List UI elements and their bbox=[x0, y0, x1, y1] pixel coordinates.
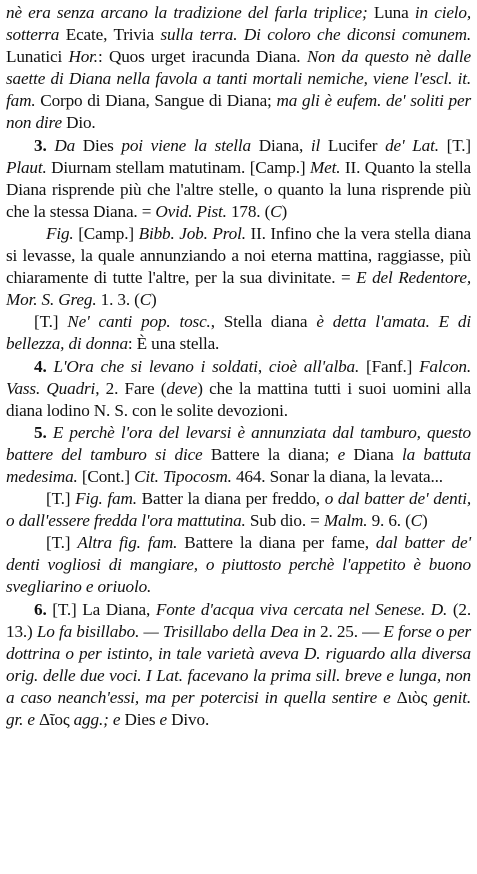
paragraph-sense-5-tamburo: 5. E perchè l'ora del levarsi è annunziata dal tamburo, questo battere del tamburo si dice Battere la diana; e Diana la battuta medesima. [Cont.] Cit. Tipocosm. 464. Sonar la diana, la levata... bbox=[6, 422, 471, 486]
paragraph-etymology-intro: nè era senza arcano la tradizione del farla triplice; Luna in cielo, sotterra Ecate, Trivia sulla terra. Di coloro che diconsi comunem. Lunatici Hor.: Quos urget iracunda Diana. Non da questo nè dalle saette di Diana nella favola a tanti mortali nemiche, viene l'escl. it. fam. Corpo di Diana, Sangue di Diana; ma gli è eufem. de' soliti per non dire Dio. bbox=[6, 3, 472, 133]
paragraph-sense-6-fonte: 6. [T.] La Diana, Fonte d'acqua viva cercata nel Senese. D. (2. 13.) Lo fa bisillabo. — Trisillabo della Dea in 2. 25. — E forse o per dottrina o per istinto, in tale varietà aveva D. riguardo alla diversa orig. delle due voci. I Lat. facevano la prima sill. breve e lunga, non a caso neanch'essi, ma per potercisi in quella sentire e Διὸς genit. gr. e Δῖος agg.; e Dies e Divo. bbox=[6, 599, 472, 729]
paragraph-sense-3-figurative: Fig. [Camp.] Bibb. Job. Prol. II. Infino che la vera stella diana si levasse, la quale annunziando a noi eterna mattina, raggiasse, più chiaramente di tutte l'altre, per la sua divinitate. = E del Redentore, Mor. S. Greg. 1. 3. (C) bbox=[6, 223, 472, 310]
paragraph-sense-5-freddo: [T.] Fig. fam. Batter la diana per freddo, o dal batter de' denti, o dall'essere fredda l'ora mattutina. Sub dio. = Malm. 9. 6. (C) bbox=[6, 489, 471, 531]
paragraph-sense-5-fame: [T.] Altra fig. fam. Battere la diana per fame, dal batter de' denti vogliosi di mangiare, o piuttosto perchè l'appetito è buono svegliarino e oriuolo. bbox=[6, 533, 472, 597]
paragraph-sense-3-canti-popolari: [T.] Ne' canti pop. tosc., Stella diana è detta l'amata. E di bellezza, di donna: È una stella. bbox=[6, 312, 472, 354]
paragraph-sense-4-alba: 4. L'Ora che si levano i soldati, cioè all'alba. [Fanf.] Falcon. Vass. Quadri, 2. Fare (deve) che la mattina tutti i suoi uomini alla diana lodino N. S. con le solite devozioni. bbox=[6, 356, 472, 420]
paragraph-sense-3-stella: 3. Da Dies poi viene la stella Diana, il Lucifer de' Lat. [T.] Plaut. Diurnam stellam matutinam. [Camp.] Met. II. Quanto la stella Diana risprende più che l'altre stelle, o quanto la luna risprende più che la stessa Diana. = Ovid. Pist. 178. (C) bbox=[6, 135, 471, 221]
